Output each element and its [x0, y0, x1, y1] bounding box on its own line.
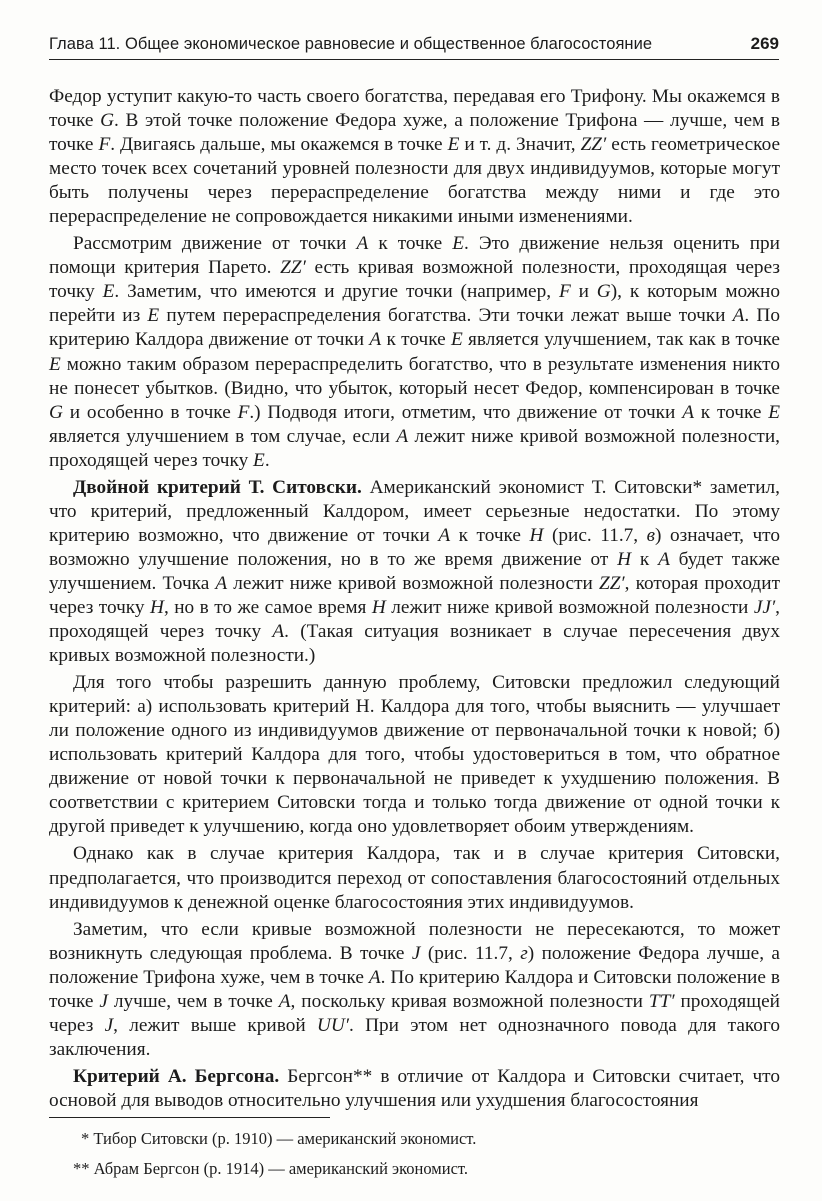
chapter-title: Глава 11. Общее экономическое равновесие и общественное благосостояние	[49, 35, 653, 53]
footnote-separator	[49, 1117, 330, 1118]
variable-symbol: A	[369, 329, 382, 351]
variable-symbol: J	[104, 1014, 114, 1036]
variable-symbol: A	[272, 621, 285, 643]
paragraph: Федор уступит какую-то часть своего богатства, передавая его Трифону. Мы окажемся в точке G. В этой точке положение Федора хуже, а положение Трифона — лучше, чем в точке F. Двигаясь дальше, мы окажемся в точке E и т. д. Значит, ZZ′ есть геометрическое место точек всех сочетаний уровней полезности для двух индивидуумов, которые могут быть получены через перераспределение богатства между ними и где это перераспределение не сопровождается никакими иными изменениями.	[49, 86, 781, 228]
variable-symbol: ZZ′	[598, 572, 625, 594]
variable-symbol: A	[396, 425, 409, 447]
variable-symbol: H	[617, 548, 632, 570]
variable-symbol: E	[452, 233, 464, 255]
variable-symbol: E	[768, 401, 780, 423]
variable-symbol: A	[368, 966, 381, 988]
paragraph: Двойной критерий Т. Ситовски. Американский экономист Т. Ситовски* заметил, что критерий, предложенный Калдором, имеет серьезные недостатки. По этому критерию возможно, что движение от точки A к точке H (рис. 11.7, в) означает, что возможно улучшение положения, но в то же время движение от H к A будет также улучшением. Точка A лежит ниже кривой возможной полезности ZZ′, которая проходит через точку H, но в то же самое время H лежит ниже кривой возможной полезности JJ′, проходящей через точку A. (Такая ситуация возникает в случае пересечения двух кривых возможной полезности.)	[49, 476, 780, 667]
footnotes	[49, 1125, 780, 1185]
page-number: 269	[750, 34, 779, 53]
footnote: ** Абрам Бергсон (р. 1914) — американский экономист.	[73, 1159, 469, 1178]
variable-symbol: A	[278, 990, 291, 1012]
variable-symbol: UU′	[316, 1014, 349, 1036]
variable-symbol: E	[253, 449, 265, 471]
paragraph: Заметим, что если кривые возможной полезности не пересекаются, то может возникнуть следующая проблема. В точке J (рис. 11.7, г) положение Федора лучше, а положение Трифона хуже, чем в точке A. По критерию Калдора и Ситовски положение в точке J лучше, чем в точке A, поскольку кривая возможной полезности TT′ проходящей через J, лежит выше кривой UU′. При этом нет однозначного повода для такого заключения.	[49, 918, 780, 1060]
variable-symbol: E	[447, 134, 460, 156]
paragraph: Однако как в случае критерия Калдора, так и в случае критерия Ситовски, предполагается, что производится переход от сопоставления благосостояний отдельных индивидуумов к денежной оценке благосостояния этих индивидуумов.	[49, 843, 780, 913]
paragraph: Для того чтобы разрешить данную проблему, Ситовски предложил следующий критерий: а) использовать критерий Н. Калдора для того, чтобы выяснить — улучшает ли положение одного из индивидуумов движение от первоначальной точки к новой; б) использовать критерий Калдора для того, чтобы удостовериться в том, что обратное движение от новой точки к первоначальной не приведет к ухудшению положения. В соответствии с критерием Ситовски тогда и только тогда движение от одной точки к другой приведет к улучшению, когда оно удовлетворяет обоим утверждениям.	[49, 672, 780, 838]
variable-symbol: JJ′	[753, 596, 776, 618]
variable-symbol: в	[646, 524, 656, 546]
variable-symbol: ZZ′	[280, 257, 306, 279]
variable-symbol: G	[100, 110, 115, 132]
variable-symbol: E	[102, 281, 115, 303]
variable-symbol: TT′	[648, 990, 675, 1012]
variable-symbol: H	[529, 524, 544, 546]
run-in-heading: Двойной критерий Т. Ситовски.	[73, 476, 362, 498]
variable-symbol: F	[237, 401, 250, 423]
variable-symbol: A	[658, 548, 670, 570]
variable-symbol: A	[215, 572, 228, 594]
variable-symbol: E	[147, 305, 160, 327]
run-in-heading: Критерий А. Бергсона.	[73, 1065, 280, 1087]
variable-symbol: E	[450, 329, 463, 351]
variable-symbol: E	[49, 353, 61, 375]
variable-symbol: G	[596, 281, 611, 303]
variable-symbol: A	[682, 401, 694, 423]
variable-symbol: F	[558, 281, 571, 303]
variable-symbol: A	[356, 233, 369, 255]
paragraph: Рассмотрим движение от точки A к точке E. Это движение нельзя оценить при помощи критерия Парето. ZZ′ есть кривая возможной полезности, проходящая через точку E. Заметим, что имеются и другие точки (например, F и G), к которым можно перейти из E путем перераспределения богатства. Эти точки лежат выше точки A. По критерию Калдора движение от точки A к точке E является улучшением, так как в точке E можно таким образом перераспределить богатство, что в результате изменения никто не понесет убытков. (Видно, что убыток, который несет Федор, компенсирован в точке G и особенно в точке F.) Подводя итоги, отметим, что движение от точки A к точке E является улучшением в том случае, если A лежит ниже кривой возможной полезности, проходящей через точку E.	[49, 233, 780, 471]
variable-symbol: H	[371, 596, 386, 618]
variable-symbol: г	[520, 942, 528, 964]
variable-symbol: H	[150, 596, 164, 618]
variable-symbol: A	[732, 305, 745, 327]
variable-symbol: G	[49, 401, 63, 423]
paragraph: Критерий А. Бергсона. Бергсон** в отличие от Калдора и Ситовски считает, что основой для выводов относительно улучшения или ухудшения благосостояния	[49, 1065, 780, 1111]
variable-symbol: F	[98, 134, 111, 156]
variable-symbol: J	[99, 990, 108, 1012]
body-text	[49, 85, 780, 1116]
variable-symbol: A	[438, 524, 451, 546]
variable-symbol: ZZ′	[580, 134, 607, 156]
variable-symbol: J	[411, 942, 421, 964]
footnote: * Тибор Ситовски (р. 1910) — американский экономист.	[81, 1129, 477, 1148]
running-header	[49, 33, 779, 60]
